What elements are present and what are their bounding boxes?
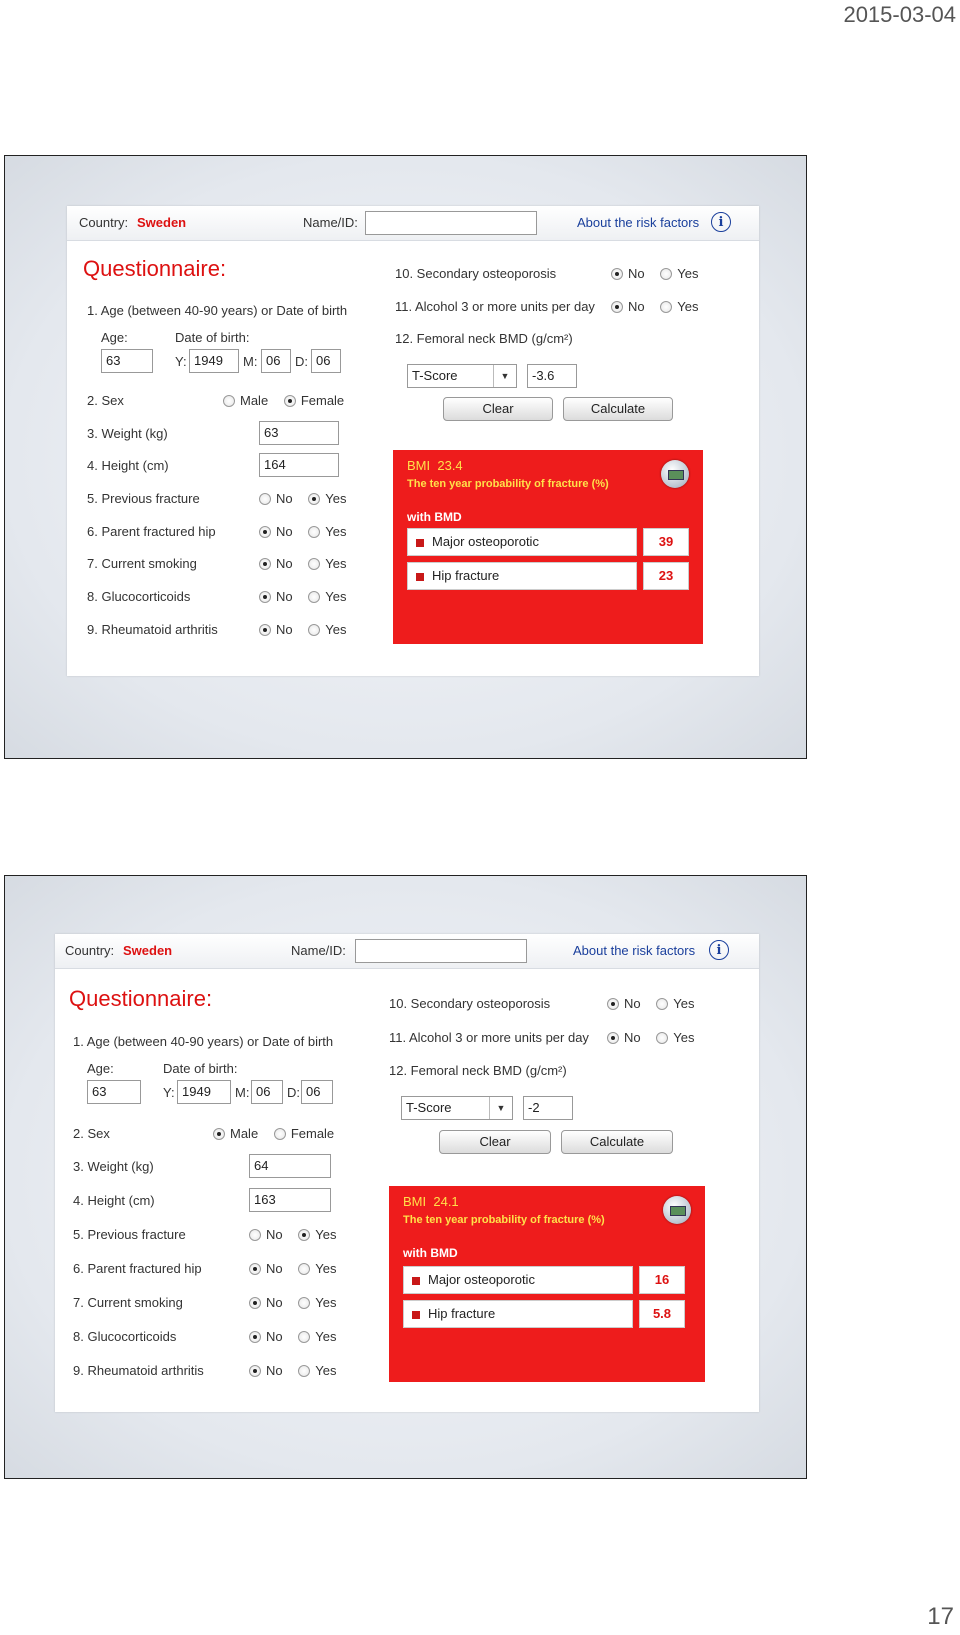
radio-button[interactable] [656,1032,668,1044]
radio-button-selected[interactable] [259,591,271,603]
sex-male-option[interactable] [223,393,268,408]
bmi-label: BMI [403,1194,427,1209]
hip-fracture-value: 23 [643,562,689,590]
no-label: No [276,589,293,604]
radio-button[interactable] [298,1365,310,1377]
radio-button[interactable] [660,301,672,313]
sex-male-label: Male [230,1126,259,1141]
probability-label: The ten year probability of fracture (%) [407,478,609,490]
weight-input[interactable]: 64 [249,1154,331,1178]
with-bmd-label: with BMD [407,510,462,524]
top-bar [67,206,759,241]
clear-button[interactable]: Clear [443,397,553,421]
page-number: 17 [927,1603,954,1630]
question-rheumatoid: 9. Rheumatoid arthritis [87,622,218,637]
question-sex: 2. Sex [87,393,124,408]
page-date: 2015-03-04 [843,2,956,27]
smoking-radio-group [249,1295,348,1310]
chevron-down-icon[interactable]: ▼ [493,365,516,387]
probability-label: The ten year probability of fracture (%) [403,1214,605,1226]
radio-button-selected[interactable] [259,558,271,570]
printer-icon[interactable] [663,1196,691,1224]
question-secondary-osteoporosis: 10. Secondary osteoporosis [395,266,557,281]
question-smoking: 7. Current smoking [87,556,197,571]
parent-hip-radio-group [249,1261,348,1276]
radio-button[interactable] [308,624,320,636]
question-glucocorticoids: 8. Glucocorticoids [73,1329,177,1344]
sex-radio-group [213,1126,346,1141]
radio-button-selected[interactable] [249,1297,261,1309]
info-icon[interactable]: i [711,212,731,232]
sex-female-option[interactable] [274,1126,334,1141]
yes-label: Yes [315,1363,337,1378]
dob-day-input[interactable]: 06 [311,349,341,373]
about-risk-factors-link[interactable]: About the risk factors [573,943,696,958]
yes-label: Yes [677,266,699,281]
radio-button-selected[interactable] [298,1229,310,1241]
rheumatoid-radio-group [249,1363,348,1378]
no-label: No [266,1295,283,1310]
with-bmd-label: with BMD [403,1246,458,1260]
question-alcohol: 11. Alcohol 3 or more units per day [389,1030,589,1045]
radio-button[interactable] [249,1229,261,1241]
result-box [389,1186,705,1382]
question-smoking: 7. Current smoking [73,1295,183,1310]
month-label: M: [243,354,258,369]
radio-button[interactable] [298,1263,310,1275]
sex-female-label: Female [290,1126,335,1141]
bmi-label: BMI [407,458,431,473]
age-label: Age: [101,330,128,345]
previous-fracture-radio-group [249,1227,348,1242]
country-value[interactable]: Sweden [137,215,187,230]
no-label: No [628,299,645,314]
bmd-type-select[interactable] [407,364,517,388]
dob-label: Date of birth: [175,330,250,345]
clear-button[interactable]: Clear [439,1130,551,1154]
sex-female-label: Female [300,393,345,408]
no-label: No [276,524,293,539]
question-age: 1. Age (between 40-90 years) or Date of birth [87,303,348,318]
major-osteoporotic-label: Major osteoporotic [403,1266,633,1294]
height-input[interactable]: 164 [259,453,339,477]
parent-hip-radio-group [259,524,358,539]
rheumatoid-radio-group [259,622,358,637]
month-label: M: [235,1085,250,1100]
bullet-square-icon [416,539,424,547]
question-age: 1. Age (between 40-90 years) or Date of birth [73,1034,334,1049]
radio-button-selected[interactable] [249,1331,261,1343]
question-weight: 3. Weight (kg) [73,1159,154,1174]
sex-male-label: Male [240,393,269,408]
radio-button[interactable] [308,591,320,603]
dob-month-input[interactable]: 06 [251,1080,283,1104]
bmd-type-value: T-Score [412,368,458,383]
previous-fracture-radio-group [259,491,358,506]
no-label: No [624,1030,641,1045]
bullet-square-icon [412,1277,420,1285]
yes-label: Yes [673,996,695,1011]
yes-label: Yes [677,299,699,314]
question-bmd: 12. Femoral neck BMD (g/cm²) [389,1063,567,1078]
year-label: Y: [163,1085,175,1100]
question-sex: 2. Sex [73,1126,110,1141]
yes-label: Yes [315,1329,337,1344]
sex-radio-group [223,393,356,408]
glucocorticoids-radio-group [249,1329,348,1344]
question-height: 4. Height (cm) [73,1193,155,1208]
country-label: Country: [79,215,129,230]
radio-button[interactable] [298,1331,310,1343]
question-parent-hip: 6. Parent fractured hip [87,524,216,539]
radio-button-selected[interactable] [249,1263,261,1275]
calculate-button[interactable]: Calculate [563,397,673,421]
major-osteoporotic-label: Major osteoporotic [407,528,637,556]
nameid-input[interactable] [365,211,537,235]
radio-button-selected[interactable] [249,1365,261,1377]
height-input[interactable]: 163 [249,1188,331,1212]
question-alcohol: 11. Alcohol 3 or more units per day [395,299,595,314]
no-label: No [266,1261,283,1276]
country-value[interactable]: Sweden [123,943,173,958]
no-label: No [276,491,293,506]
no-label: No [276,556,293,571]
radio-button-selected[interactable] [611,268,623,280]
radio-button[interactable] [660,268,672,280]
secondary-osteoporosis-radio-group [611,266,710,281]
questionnaire-title: Questionnaire: [83,256,227,281]
question-rheumatoid: 9. Rheumatoid arthritis [73,1363,204,1378]
dob-label: Date of birth: [163,1061,238,1076]
alcohol-radio-group [611,299,710,314]
radio-button-selected[interactable] [213,1128,225,1140]
nameid-label: Name/ID: [291,943,346,958]
chevron-down-icon[interactable]: ▼ [489,1097,512,1119]
yes-label: Yes [315,1295,337,1310]
yes-label: Yes [315,1227,337,1242]
radio-button[interactable] [223,395,235,407]
hip-fracture-value: 5.8 [639,1300,685,1328]
radio-button-selected[interactable] [284,395,296,407]
bmd-value-input[interactable]: -2 [523,1096,573,1120]
radio-button-selected[interactable] [259,624,271,636]
slide-1 [4,155,807,759]
dob-day-input[interactable]: 06 [301,1080,333,1104]
yes-label: Yes [325,524,347,539]
nameid-input[interactable] [355,939,527,963]
bmd-value-input[interactable]: -3.6 [527,364,577,388]
age-label: Age: [87,1061,114,1076]
radio-button[interactable] [274,1128,286,1140]
no-label: No [628,266,645,281]
no-label: No [266,1227,283,1242]
calculate-button[interactable]: Calculate [561,1130,673,1154]
radio-button-selected[interactable] [611,301,623,313]
hip-fracture-label: Hip fracture [407,562,637,590]
radio-button-selected[interactable] [308,493,320,505]
radio-button[interactable] [656,998,668,1010]
bmi-value: 23.4 [437,458,463,473]
bullet-square-icon [416,573,424,581]
yes-label: Yes [325,589,347,604]
yes-label: Yes [325,491,347,506]
top-bar [55,934,759,969]
question-height: 4. Height (cm) [87,458,169,473]
frax-panel [67,206,759,676]
bmi-value: 24.1 [433,1194,459,1209]
yes-label: Yes [673,1030,695,1045]
bullet-square-icon [412,1311,420,1319]
bmd-type-select[interactable] [401,1096,513,1120]
no-label: No [266,1329,283,1344]
glucocorticoids-radio-group [259,589,358,604]
result-box [393,450,703,644]
dob-year-input[interactable]: 1949 [189,349,239,373]
radio-button[interactable] [308,526,320,538]
about-risk-factors-link[interactable]: About the risk factors [577,215,700,230]
country-label: Country: [65,943,115,958]
slide-2 [4,875,807,1479]
smoking-radio-group [259,556,358,571]
major-osteoporotic-value: 39 [643,528,689,556]
frax-panel [55,934,759,1412]
radio-button-selected[interactable] [259,526,271,538]
sex-male-option[interactable] [213,1126,258,1141]
question-previous-fracture: 5. Previous fracture [87,491,200,506]
radio-button[interactable] [259,493,271,505]
alcohol-radio-group [607,1030,706,1045]
age-input[interactable]: 63 [87,1080,141,1104]
yes-label: Yes [325,622,347,637]
nameid-label: Name/ID: [303,215,358,230]
no-label: No [624,996,641,1011]
question-previous-fracture: 5. Previous fracture [73,1227,186,1242]
dob-year-input[interactable]: 1949 [177,1080,231,1104]
bmi-readout [407,458,463,473]
radio-button[interactable] [298,1297,310,1309]
major-osteoporotic-value: 16 [639,1266,685,1294]
printer-icon[interactable] [661,460,689,488]
bmi-readout [403,1194,459,1209]
bmd-type-value: T-Score [406,1100,452,1115]
day-label: D: [295,354,308,369]
yes-label: Yes [325,556,347,571]
dob-month-input[interactable]: 06 [261,349,291,373]
question-bmd: 12. Femoral neck BMD (g/cm²) [395,331,573,346]
radio-button[interactable] [308,558,320,570]
day-label: D: [287,1085,300,1100]
weight-input[interactable]: 63 [259,421,339,445]
no-label: No [276,622,293,637]
sex-female-option[interactable] [284,393,344,408]
question-parent-hip: 6. Parent fractured hip [73,1261,202,1276]
radio-button-selected[interactable] [607,1032,619,1044]
hip-fracture-label: Hip fracture [403,1300,633,1328]
info-icon[interactable]: i [709,940,729,960]
question-secondary-osteoporosis: 10. Secondary osteoporosis [389,996,551,1011]
age-input[interactable]: 63 [101,349,153,373]
secondary-osteoporosis-radio-group [607,996,706,1011]
questionnaire-title: Questionnaire: [69,986,213,1011]
no-label: No [266,1363,283,1378]
year-label: Y: [175,354,187,369]
yes-label: Yes [315,1261,337,1276]
radio-button-selected[interactable] [607,998,619,1010]
question-glucocorticoids: 8. Glucocorticoids [87,589,191,604]
question-weight: 3. Weight (kg) [87,426,168,441]
